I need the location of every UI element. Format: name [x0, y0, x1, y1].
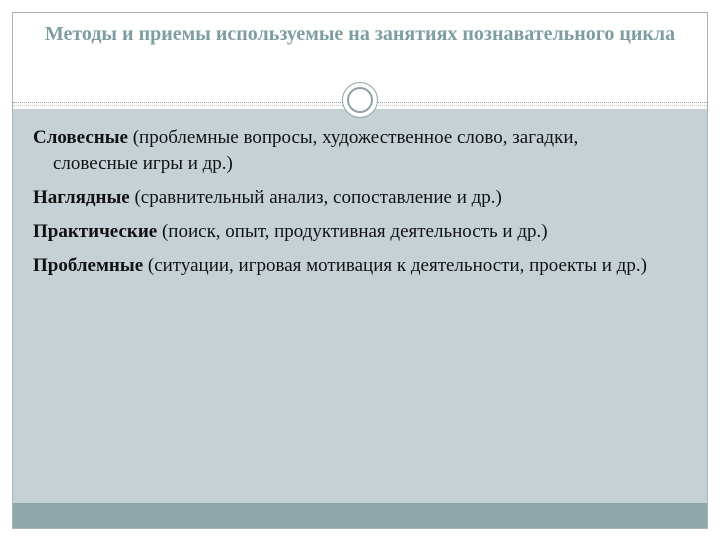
content-area [13, 109, 707, 503]
item-term: Словесные [33, 127, 128, 148]
item-term: Практические [33, 221, 158, 242]
ornament-inner-ring [347, 87, 373, 113]
item-description: (проблемные вопросы, художественное слово, загадки, словесные игры и др.) [53, 127, 579, 174]
item-description: (ситуации, игровая мотивация к деятельности, проекты и др.) [143, 255, 647, 276]
bottom-bar [13, 503, 707, 528]
list-item [33, 253, 667, 279]
list-item [33, 219, 667, 245]
item-term: Проблемные [33, 255, 144, 276]
slide [12, 12, 708, 529]
item-description: (поиск, опыт, продуктивная деятельность и др.) [157, 221, 548, 242]
slide-title: Методы и приемы используемые на занятиях познавательного цикла [44, 23, 676, 45]
methods-list [13, 109, 707, 279]
item-term: Наглядные [33, 187, 130, 208]
list-item [33, 125, 667, 177]
list-item [33, 185, 667, 211]
item-description: (сравнительный анализ, сопоставление и др.) [129, 187, 502, 208]
double-circle-ornament-icon [342, 82, 378, 118]
